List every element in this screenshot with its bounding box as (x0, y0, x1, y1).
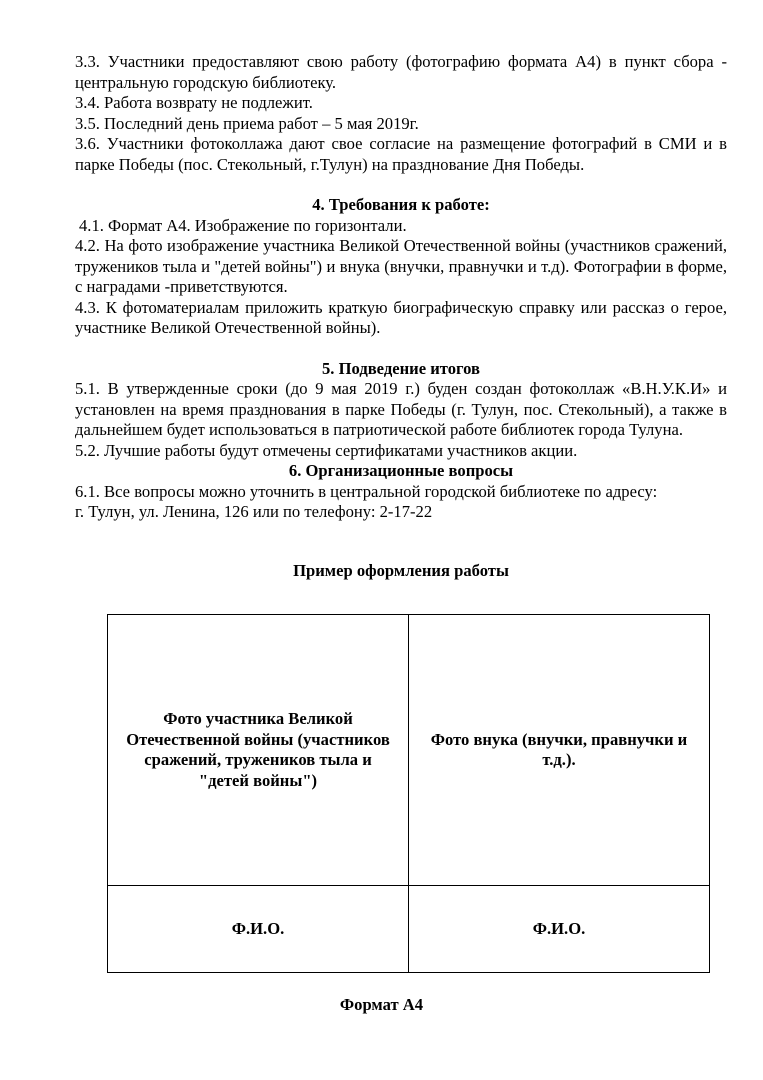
paragraph-3-5: 3.5. Последний день приема работ – 5 мая 2019г. (75, 113, 419, 133)
document-body (75, 52, 727, 581)
veteran-name-cell: Ф.И.О. (108, 886, 409, 973)
example-title: Пример оформления работы (293, 560, 509, 580)
paragraph-3-3: 3.3. Участники предоставляют свою работу (фотографию формата А4) в пункт сбора - центральную городскую библиотеку. (75, 52, 727, 92)
paragraph-5-1: 5.1. В утвержденные сроки (до 9 мая 2019 г.) буден создан фотоколлаж «В.Н.У.К.И» и установлен на время празднования в парке Победы (г. Тулун, пос. Стекольный), а также в дальнейшем будет использоваться в патриотической работе библиотек города Тулуна. (75, 379, 727, 439)
section-5-heading: 5. Подведение итогов (322, 358, 480, 378)
paragraph-5-2: 5.2. Лучшие работы будут отмечены сертификатами участников акции. (75, 440, 578, 460)
address-line: г. Тулун, ул. Ленина, 126 или по телефону: 2-17-22 (75, 502, 433, 521)
paragraph-6-1: 6.1. Все вопросы можно уточнить в центральной городской библиотеке по адресу: (75, 481, 658, 501)
paragraph-3-6: 3.6. Участники фотоколлажа дают свое согласие на размещение фотографий в СМИ и в парке Победы (пос. Стекольный, г.Тулун) на празднование Дня Победы. (75, 134, 727, 174)
example-layout-table (107, 614, 710, 973)
veteran-photo-cell: Фото участника Великой Отечественной войны (участников сражений, тружеников тыла и "детей войны") (108, 615, 409, 886)
format-label: Формат А4 (339, 995, 424, 1014)
paragraph-4-1: 4.1. Формат А4. Изображение по горизонтали. (79, 215, 407, 235)
paragraph-4-2: 4.2. На фото изображение участника Великой Отечественной войны (участников сражений, тружеников тыла и "детей войны") и внука (внучки, правнучки и т.д). Фотографии в форме, с наградами -приветствуются. (75, 236, 727, 296)
grandchild-photo-cell: Фото внука (внучки, правнучки и т.д.). (409, 615, 710, 886)
grandchild-name-cell: Ф.И.О. (409, 886, 710, 973)
paragraph-4-3: 4.3. К фотоматериалам приложить краткую биографическую справку или рассказ о герое, участнике Великой Отечественной войны). (75, 297, 727, 337)
paragraph-3-4: 3.4. Работа возврату не подлежит. (75, 93, 313, 112)
section-6-heading: 6. Организационные вопросы (288, 461, 514, 480)
section-4-heading: 4. Требования к работе: (312, 195, 490, 214)
